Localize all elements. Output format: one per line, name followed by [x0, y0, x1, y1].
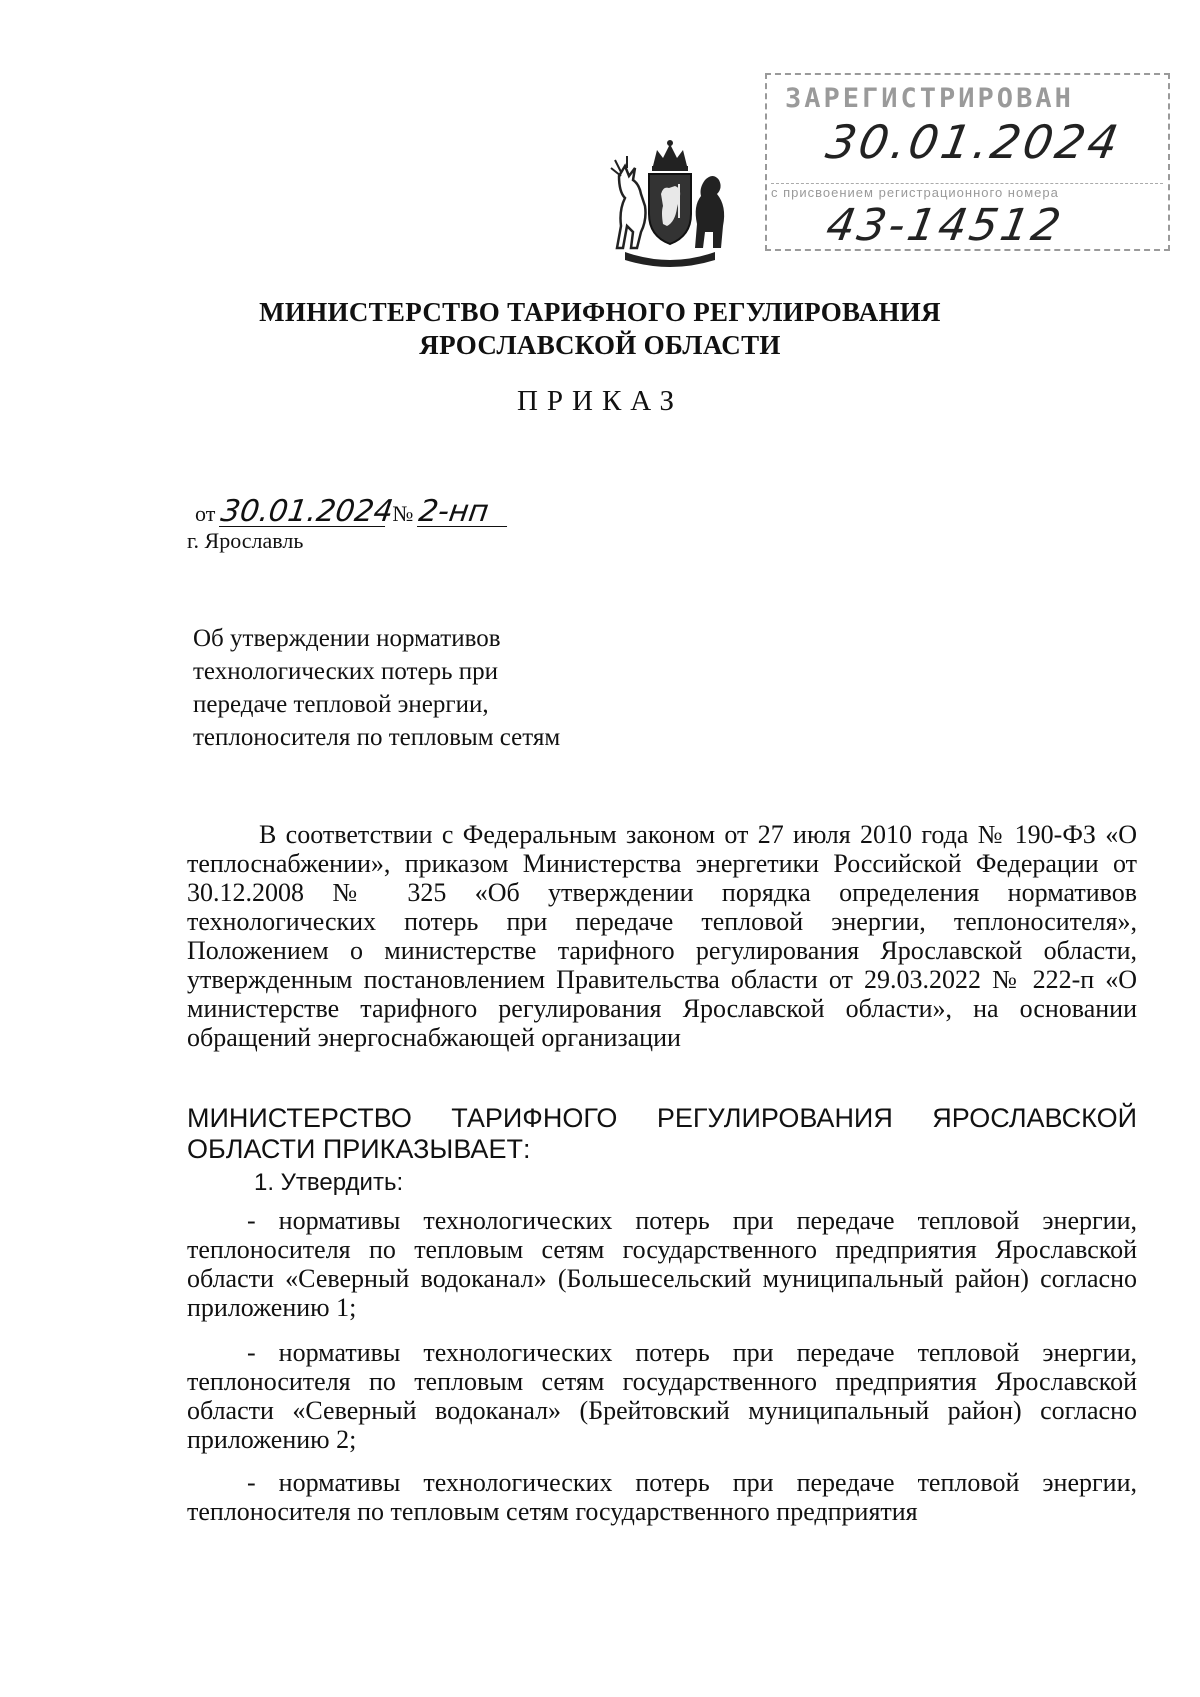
city: г. Ярославль [187, 528, 304, 553]
preamble-paragraph: В соответствии с Федеральным законом от 27 июля 2010 года № 190-ФЗ «О теплоснабжении», приказом Министерства энергетики Российской Федерации от 30.12.2008 № 325 «Об утверждении порядка определения нормативов технологических потерь при передаче тепловой энергии, теплоносителя», Положением о министерстве тарифного регулирования Ярославской области, утвержденным постановлением Правительства области от 29.03.2022 № 222-п «О министерстве тарифного регулирования Ярославской области», на основании обращений энергоснабжающей организации [187, 820, 1137, 1052]
order-title: ПРИКАЗ [516, 385, 684, 417]
stamp-caption: с присвоением регистрационного номера [771, 183, 1163, 200]
registration-stamp [765, 73, 1170, 251]
order-date: 30.01.2024 [218, 494, 396, 529]
subject-line: теплоносителя по тепловым сетям [193, 724, 561, 751]
item-1: 1. Утвердить: [254, 1169, 404, 1196]
coat-of-arms-icon [605, 136, 735, 272]
bullet-paragraph-1: - нормативы технологических потерь при передаче тепловой энергии, теплоносителя по тепловым сетям государственного предприятия Ярославской области «Северный водоканал» (Большесельский муниципальный район) согласно приложению 1; [187, 1206, 1137, 1322]
from-label: от [195, 501, 216, 526]
stamp-title: ЗАРЕГИСТРИРОВАН [785, 83, 1074, 114]
subject-line: передаче тепловой энергии, [193, 691, 489, 718]
ministry-name-line-2: ЯРОСЛАВСКОЙ ОБЛАСТИ [419, 330, 781, 360]
bullet-paragraph-3: - нормативы технологических потерь при передаче тепловой энергии, теплоносителя по тепловым сетям государственного предприятия [187, 1468, 1137, 1526]
order-number: 2-нп [417, 498, 511, 527]
number-label: № [392, 501, 414, 526]
decree-statement: МИНИСТЕРСТВО ТАРИФНОГО РЕГУЛИРОВАНИЯ ЯРОСЛАВСКОЙ ОБЛАСТИ ПРИКАЗЫВАЕТ: [187, 1103, 1137, 1164]
stamp-handwritten-date: 30.01.2024 [822, 115, 1126, 169]
bullet-paragraph-2: - нормативы технологических потерь при передаче тепловой энергии, теплоносителя по тепловым сетям государственного предприятия Ярославской области «Северный водоканал» (Брейтовский муниципальный район) согласно приложению 2; [187, 1338, 1137, 1454]
subject-line: технологических потерь при [193, 658, 498, 685]
order-date-line [195, 494, 509, 529]
subject-line: Об утверждении нормативов [193, 625, 501, 652]
ministry-name-line-1: МИНИСТЕРСТВО ТАРИФНОГО РЕГУЛИРОВАНИЯ [259, 297, 941, 327]
order-subject [193, 622, 560, 754]
stamp-handwritten-number: 43-14512 [822, 200, 1068, 251]
